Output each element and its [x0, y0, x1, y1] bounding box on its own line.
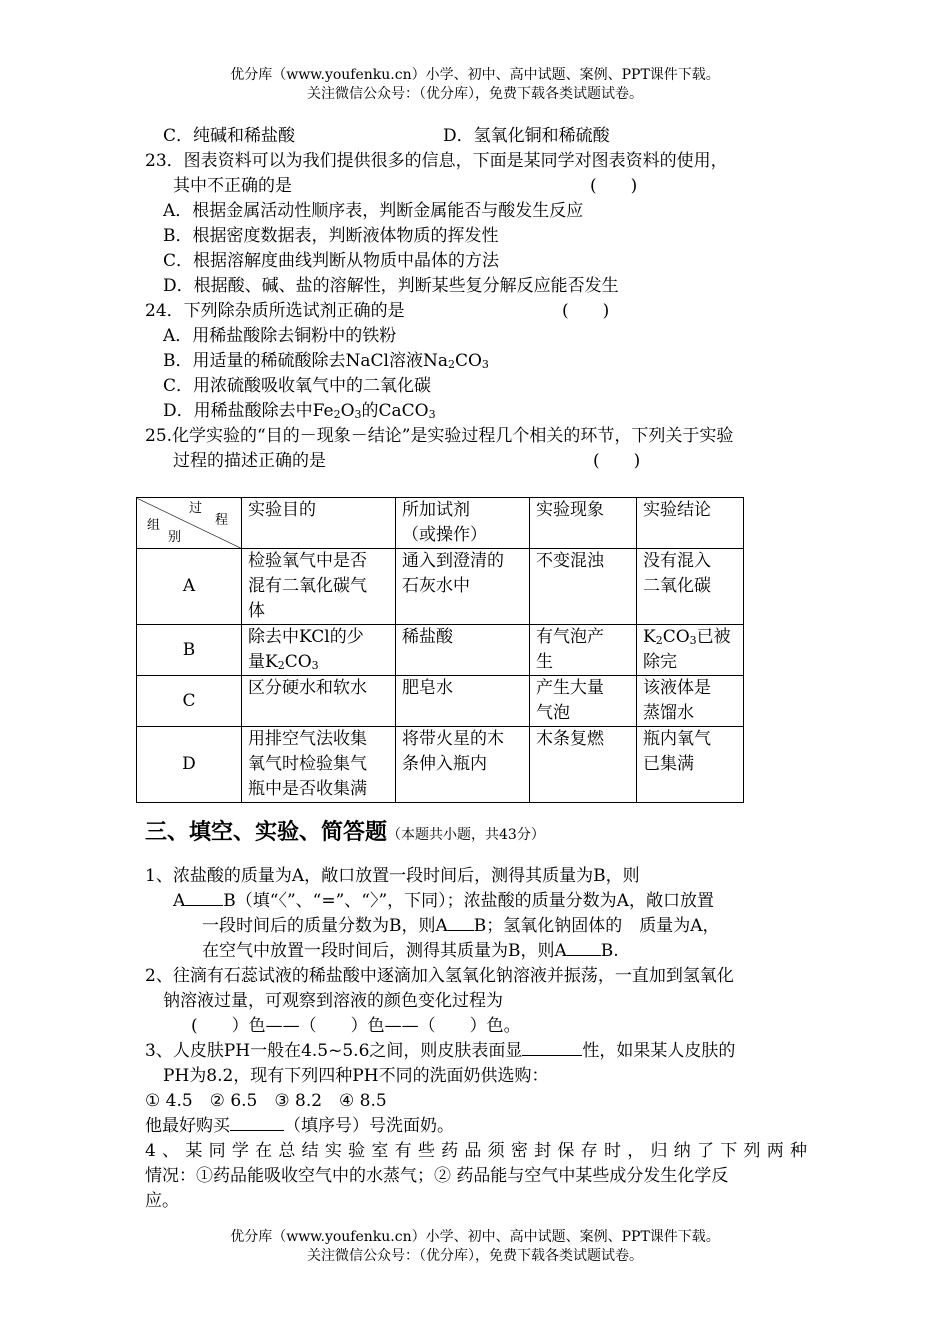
p4-line2: 情况：①药品能吸收空气中的水蒸气；② 药品能与空气中某些成分发生化学反: [145, 1166, 729, 1186]
table-row: C 区分硬水和软水 肥皂水 产生大量 气泡 该液体是 蒸馏水: [137, 676, 744, 727]
section-3-title: 三、填空、实验、简答题（本题共小题，共43分）: [145, 820, 545, 845]
q23-answer-paren: ( ): [590, 176, 638, 196]
p1-line1: 1、浓盐酸的质量为A，敞口放置一段时间后，测得其质量为B，则: [145, 866, 640, 886]
p4-line1: 4、某同学在总结实验室有些药品须密封保存时，归纳了下列两种: [145, 1141, 807, 1161]
q23-stem-line1: 23．图表资料可以为我们提供很多的信息，下面是某同学对图表资料的使用，: [145, 151, 728, 171]
q25-stem-line2: 过程的描述正确的是: [173, 451, 326, 471]
page-footer: [0, 1228, 950, 1266]
q23-stem-line2: 其中不正确的是: [173, 176, 292, 196]
q22-option-c: C．纯碱和稀盐酸: [163, 126, 296, 146]
p3-line4: 他最好购买 （填序号）号洗面奶。: [145, 1116, 454, 1136]
header-line-1: 优分库（www.youfenku.cn）小学、初中、高中试题、案例、PPT课件下载。: [230, 67, 720, 83]
q23-option-b: B．根据密度数据表，判断液体物质的挥发性: [163, 226, 499, 246]
table-header-row: [137, 498, 744, 549]
q24-option-b: B．用适量的稀硫酸除去NaCl溶液$Na_2CO_3$: [163, 351, 489, 371]
header-purpose: 实验目的: [242, 498, 396, 549]
header-line-2: 关注微信公众号：（优分库），免费下载各类试题试卷。: [307, 86, 643, 102]
p1-line3: 一段时间后的质量分数为B，则A B；氢氧化钠固体的 质量为A，: [202, 916, 720, 936]
page-header: [0, 66, 950, 104]
p3-line2: PH为8.2，现有下列四种PH不同的洗面奶供选购：: [163, 1066, 549, 1086]
p3-line3: ① 4.5 ② 6.5 ③ 8.2 ④ 8.5: [145, 1091, 387, 1111]
table-row: B 除去中KCl的少 量$K_2CO_3$ 稀盐酸 有气泡产 生 $K_2CO_3$已被 除完: [137, 625, 744, 676]
q24-answer-paren: ( ): [562, 301, 610, 321]
q25-stem-line1: 25.化学实验的“目的－现象－结论”是实验过程几个相关的环节，下列关于实验: [145, 426, 734, 446]
table-corner-cell: 过 程 组 别: [137, 498, 242, 549]
q23-option-c: C．根据溶解度曲线判断从物质中晶体的方法: [163, 251, 500, 271]
q24-option-d: D．用稀盐酸除去中$Fe_2O_3$的CaCO$_3$: [163, 401, 436, 421]
p2-line2: 钠溶液过量，可观察到溶液的颜色变化过程为: [163, 991, 503, 1011]
table-row: A 检验氧气中是否 混有二氧化碳气 体 通入到澄清的 石灰水中 不变混浊 没有混入 二氧化碳: [137, 549, 744, 625]
q23-option-d: D．根据酸、碱、盐的溶解性，判断某些复分解反应能否发生: [163, 276, 619, 296]
p4-line3: 应。: [145, 1191, 179, 1211]
table-row: D 用排空气法收集 氧气时检验集气 瓶中是否收集满 将带火星的木 条伸入瓶内 木条复燃 瓶内氧气 已集满: [137, 727, 744, 803]
p1-line2: A B（填“〈”、“=”、“〉”，下同）；浓盐酸的质量分数为A，敞口放置: [173, 891, 714, 911]
p2-line1: 2、往滴有石蕊试液的稀盐酸中逐滴加入氢氧化钠溶液并振荡，一直加到氢氧化: [145, 966, 734, 986]
q24-option-a: A．用稀盐酸除去铜粉中的铁粉: [163, 326, 397, 346]
p3-line1: 3、人皮肤PH一般在4.5~5.6之间，则皮肤表面显 性，如果某人皮肤的: [145, 1041, 736, 1061]
footer-line-1: 优分库（www.youfenku.cn）小学、初中、高中试题、案例、PPT课件下载。: [230, 1229, 720, 1245]
footer-line-2: 关注微信公众号：（优分库），免费下载各类试题试卷。: [307, 1248, 643, 1264]
header-reagent: 所加试剂 （或操作）: [396, 498, 530, 549]
q24-option-c: C．用浓硫酸吸收氧气中的二氧化碳: [163, 376, 432, 396]
header-conclusion: 实验结论: [637, 498, 744, 549]
q24-stem: 24．下列除杂质所选试剂正确的是: [145, 301, 405, 321]
q22-option-d: D．氢氧化铜和稀硫酸: [443, 126, 610, 146]
q25-answer-paren: ( ): [593, 451, 641, 471]
p1-line4: 在空气中放置一段时间后，测得其质量为B，则A B.: [202, 941, 619, 961]
q23-option-a: A．根据金属活动性顺序表，判断金属能否与酸发生反应: [163, 201, 584, 221]
section-3-note: （本题共小题，共43分）: [387, 827, 545, 843]
p2-line3: ( ）色——（ ）色——（ ）色。: [191, 1016, 521, 1036]
header-phenomenon: 实验现象: [530, 498, 637, 549]
experiment-table: [136, 497, 744, 803]
